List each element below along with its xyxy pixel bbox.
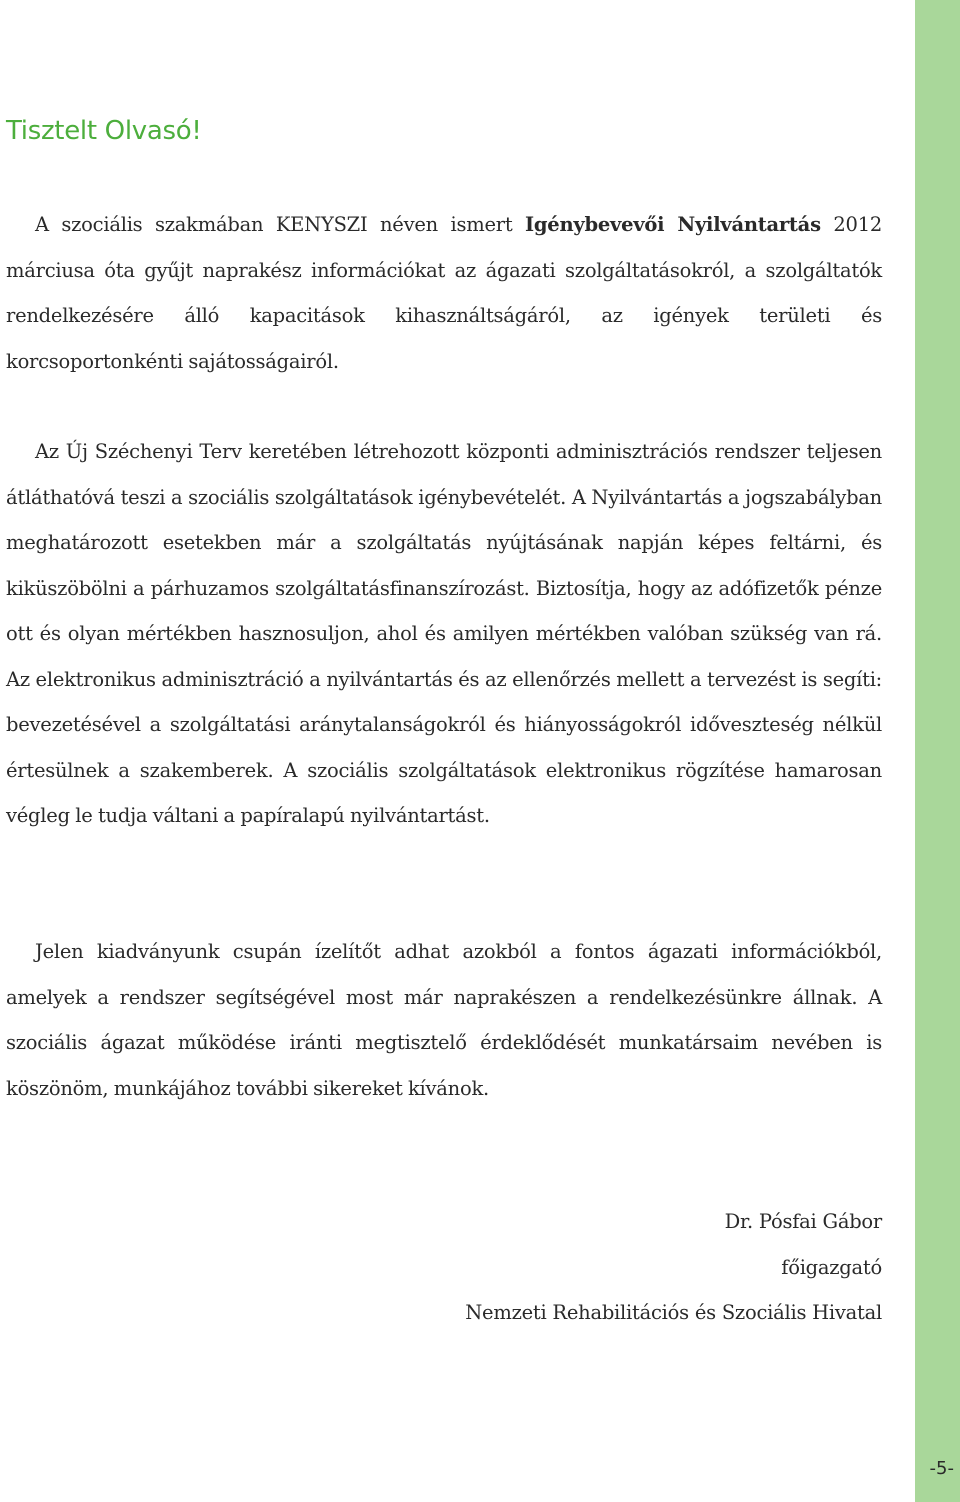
paragraph-3: Jelen kiadványunk csupán ízelítőt adhat azokból a fontos ágazati információkból, amelyek a rendszer segítségével most már naprakészen a rendelkezésünkre állnak. A szociális ágazat működése iránti megtisztelő érdeklődését munkatársaim nevében is köszönöm, munkájához további sikereket kívánok. xyxy=(6,940,882,1100)
signature-title: főigazgató xyxy=(781,1256,882,1279)
paragraph-1-intro: A szociális szakmában KENYSZI néven ismert xyxy=(35,213,526,236)
page-number: -5- xyxy=(929,1458,954,1479)
paragraph-1-bold-term: Igénybevevői Nyilvántartás xyxy=(525,213,821,236)
greeting-heading: Tisztelt Olvasó! xyxy=(6,116,202,146)
signature-organization: Nemzeti Rehabilitációs és Szociális Hivatal xyxy=(465,1301,882,1324)
paragraph-2: Az Új Széchenyi Terv keretében létrehozott központi adminisztrációs rendszer teljesen átláthatóvá teszi a szociális szolgáltatások igénybevételét. A Nyilvántartás a jogszabályban meghatározott esetekben már a szolgáltatás nyújtásának napján képes feltárni, és kiküszöbölni a párhuzamos szolgáltatásfinanszírozást. Biztosítja, hogy az adófizetők pénze ott és olyan mértékben hasznosuljon, ahol és amilyen mértékben valóban szükség van rá. Az elektronikus adminisztráció a nyilvántartás és az ellenőrzés mellett a tervezést is segíti: bevezetésével a szolgáltatási aránytalanságokról és hiányosságokról időveszteség nélkül értesülnek a szakemberek. A szociális szolgáltatások elektronikus rögzítése hamarosan végleg le tudja váltani a papíralapú nyilvántartást. xyxy=(6,440,882,827)
paragraph-1 xyxy=(6,202,882,384)
paragraph-1-rest: 2012 márciusa óta gyűjt naprakész információkat az ágazati szolgáltatásokról, a szolgáltatók rendelkezésére álló kapacitások kihasználtságáról, az igények területi és korcsoportonkénti sajátosságairól. xyxy=(6,213,883,373)
signature-name: Dr. Pósfai Gábor xyxy=(724,1210,882,1233)
side-color-bar xyxy=(915,0,960,1502)
